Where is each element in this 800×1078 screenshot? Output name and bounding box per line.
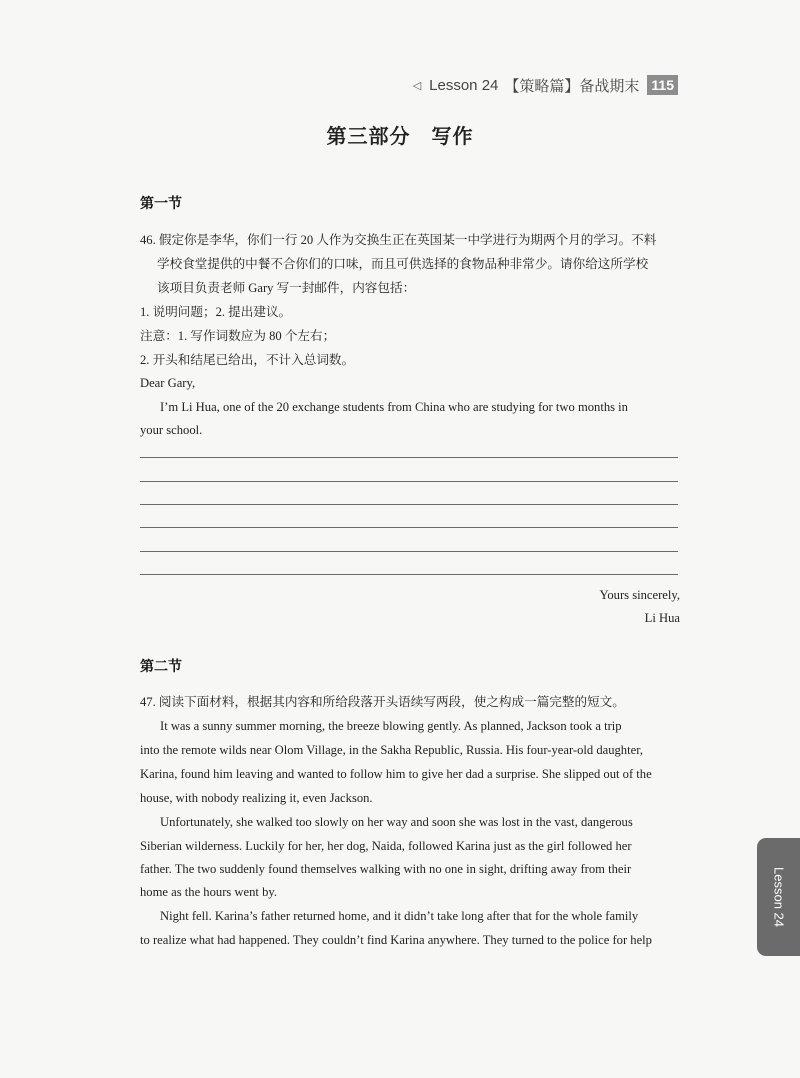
- q46-note-1: 注意：1. 写作词数应为 80 个左右；: [140, 329, 336, 343]
- story-p3-line-2: to realize what had happened. They couldn’t find Karina anywhere. They turned to the police for help: [140, 933, 652, 947]
- header-section: 【策略篇】备战期末: [504, 77, 640, 95]
- running-header: [413, 74, 678, 96]
- q47-instruction: 47. 阅读下面材料，根据其内容和所给段落开头语续写两段，使之构成一篇完整的短文。: [140, 695, 625, 709]
- story-p1-line-3: Karina, found him leaving and wanted to follow him to give her dad a surprise. She slipped out of the: [140, 767, 652, 781]
- letter-closing: Yours sincerely,: [599, 588, 680, 602]
- story-p2-line-4: home as the hours went by.: [140, 885, 277, 899]
- side-tab-label: Lesson 24: [771, 867, 786, 927]
- writing-line: [140, 551, 678, 552]
- q46-points: 1. 说明问题；2. 提出建议。: [140, 305, 292, 319]
- story-p3-line-1: Night fell. Karina’s father returned home, and it didn’t take long after that for the whole family: [160, 909, 639, 923]
- letter-greeting: Dear Gary,: [140, 376, 196, 390]
- q46-line-3: 该项目负责老师 Gary 写一封邮件，内容包括：: [157, 281, 416, 295]
- side-tab: [757, 838, 800, 956]
- writing-line: [140, 527, 678, 528]
- writing-line: [140, 481, 678, 482]
- q46-line-2: 学校食堂提供的中餐不合你们的口味，而且可供选择的食物品种非常少。请你给这所学校: [157, 257, 649, 271]
- story-p2-line-3: father. The two suddenly found themselves walking with no one in sight, drifting away from their: [140, 862, 632, 876]
- triangle-left-icon: ◁: [412, 79, 422, 92]
- header-lesson: Lesson 24: [429, 76, 499, 94]
- section2-heading: 第二节: [140, 659, 182, 675]
- story-p1-line-1: It was a sunny summer morning, the breeze blowing gently. As planned, Jackson took a trip: [160, 719, 622, 733]
- letter-opening-2: your school.: [140, 423, 203, 437]
- story-p2-line-1: Unfortunately, she walked too slowly on her way and soon she was lost in the vast, dangerous: [160, 815, 633, 829]
- writing-line: [140, 457, 678, 458]
- part-title: 第三部分 写作: [326, 124, 474, 148]
- letter-signature: Li Hua: [644, 611, 680, 625]
- story-p2-line-2: Siberian wilderness. Luckily for her, her dog, Naida, followed Karina just as the girl followed her: [140, 839, 632, 853]
- story-p1-line-2: into the remote wilds near Olom Village, in the Sakha Republic, Russia. His four-year-old daughter,: [140, 743, 644, 757]
- page-number: 115: [647, 75, 678, 95]
- q46-note-2: 2. 开头和结尾已给出，不计入总词数。: [140, 353, 355, 367]
- q46-line-1: 46. 假定你是李华，你们一行 20 人作为交换生正在英国某一中学进行为期两个月的学习。不料: [140, 233, 657, 247]
- section1-heading: 第一节: [140, 196, 182, 212]
- writing-line: [140, 504, 678, 505]
- letter-opening-1: I’m Li Hua, one of the 20 exchange students from China who are studying for two months in: [160, 400, 628, 414]
- writing-line: [140, 574, 678, 575]
- story-p1-line-4: house, with nobody realizing it, even Jackson.: [140, 791, 373, 805]
